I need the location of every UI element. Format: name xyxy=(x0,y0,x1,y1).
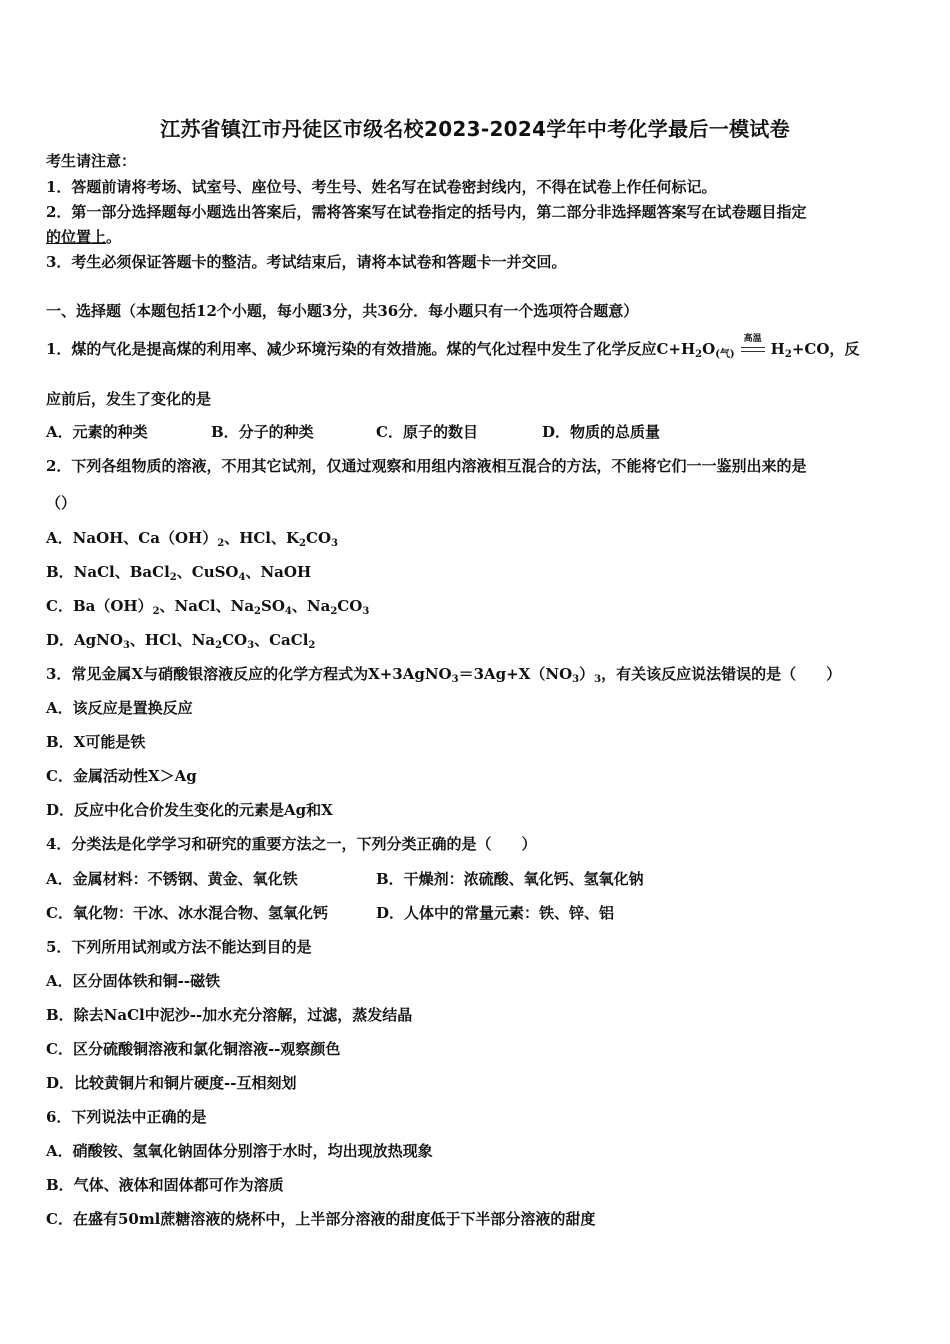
q2-paren: （） xyxy=(46,494,77,512)
q2-stem: 2．下列各组物质的溶液，不用其它试剂，仅通过观察和用组内溶液相互混合的方法，不能将它们一一鉴别出来的是 xyxy=(46,457,807,475)
notice-item-2: 2．第一部分选择题每小题选出答案后，需将答案写在试卷指定的括号内，第二部分非选择题答案写在试卷题目指定 xyxy=(46,203,807,221)
q5-option-d: D．比较黄铜片和铜片硬度--互相刻划 xyxy=(46,1074,297,1092)
q5-option-b: B．除去NaCl中泥沙--加水充分溶解，过滤，蒸发结晶 xyxy=(46,1006,413,1024)
notice-item-2-cont: 的位置上。 xyxy=(46,228,122,246)
notice-underlined-text: 的位置上 xyxy=(46,228,107,246)
q1-option-d: D．物质的总质量 xyxy=(542,423,661,441)
q6-option-a: A．硝酸铵、氢氧化钠固体分别溶于水时，均出现放热现象 xyxy=(46,1142,433,1160)
notice-heading: 考生请注意： xyxy=(46,152,137,170)
q5-option-c: C．区分硫酸铜溶液和氯化铜溶液--观察颜色 xyxy=(46,1040,341,1058)
q2-option-b: B．NaCl、BaCl$_2$、CuSO$_4$、NaOH xyxy=(46,563,312,583)
q2-option-c: C．$Ba(OH)_2$、NaCl、$Na_2SO_4$、$Na_2CO_3$ xyxy=(46,597,370,617)
q5-stem: 5．下列所用试剂或方法不能达到目的是 xyxy=(46,938,312,956)
q6-option-b: B．气体、液体和固体都可作为溶质 xyxy=(46,1176,284,1194)
q3-option-c: C．金属活动性X＞Ag xyxy=(46,767,197,785)
q3-option-b: B．X可能是铁 xyxy=(46,733,146,751)
q3-stem: 3．常见金属X与硝酸银溶液反应的化学方程式为$X+3AgNO_3=3Ag+X(NO_3)_3$，有关该反应说法错误的是（ ） xyxy=(46,665,842,685)
q2-option-d: D．AgNO$_3$、HCl、$Na_2CO_3$、CaCl$_2$ xyxy=(46,631,316,651)
notice-item-1: 1．答题前请将考场、试室号、座位号、考生号、姓名写在试卷密封线内，不得在试卷上作任何标记。 xyxy=(46,178,717,196)
reaction-condition: 高温 xyxy=(738,340,768,360)
q6-stem: 6．下列说法中正确的是 xyxy=(46,1108,207,1126)
q4-option-a: A．金属材料：不锈钢、黄金、氧化铁 xyxy=(46,870,298,888)
notice-item-3: 3．考生必须保证答题卡的整洁。考试结束后，请将本试卷和答题卡一并交回。 xyxy=(46,253,567,271)
q4-option-d: D．人体中的常量元素：铁、锌、铝 xyxy=(376,904,615,922)
q1-stem: 1．煤的气化是提高煤的利用率、减少环境污染的有效措施。煤的气化过程中发生了化学反应$C+H_2O_{(气)}$ 高温 $H_2+CO$，反 xyxy=(46,334,860,360)
q2-option-a: A．NaOH、$Ca(OH)_2$、HCl、$K_2CO_3$ xyxy=(46,529,338,549)
q1-stem-cont: 应前后，发生了变化的是 xyxy=(46,390,212,408)
q4-option-c: C．氧化物：干冰、冰水混合物、氢氧化钙 xyxy=(46,904,328,922)
q5-option-a: A．区分固体铁和铜--磁铁 xyxy=(46,972,221,990)
q6-option-c: C．在盛有50ml蔗糖溶液的烧杯中，上半部分溶液的甜度低于下半部分溶液的甜度 xyxy=(46,1210,596,1228)
q3-option-a: A．该反应是置换反应 xyxy=(46,699,193,717)
page-title: 江苏省镇江市丹徒区市级名校2023-2024学年中考化学最后一模试卷 xyxy=(160,117,790,141)
q4-option-b: B．干燥剂：浓硫酸、氧化钙、氢氧化钠 xyxy=(376,870,644,888)
section-heading: 一、选择题（本题包括12个小题，每小题3分，共36分．每小题只有一个选项符合题意） xyxy=(46,302,639,320)
q3-option-d: D．反应中化合价发生变化的元素是Ag和X xyxy=(46,801,333,819)
q1-option-c: C．原子的数目 xyxy=(376,423,478,441)
q1-equation: $C+H_2O_{(气)}$ 高温 $H_2+CO$，反 xyxy=(656,334,860,360)
q1-option-a: A．元素的种类 xyxy=(46,423,148,441)
q1-option-b: B．分子的种类 xyxy=(211,423,314,441)
q4-stem: 4．分类法是化学学习和研究的重要方法之一，下列分类正确的是（ ） xyxy=(46,835,537,853)
